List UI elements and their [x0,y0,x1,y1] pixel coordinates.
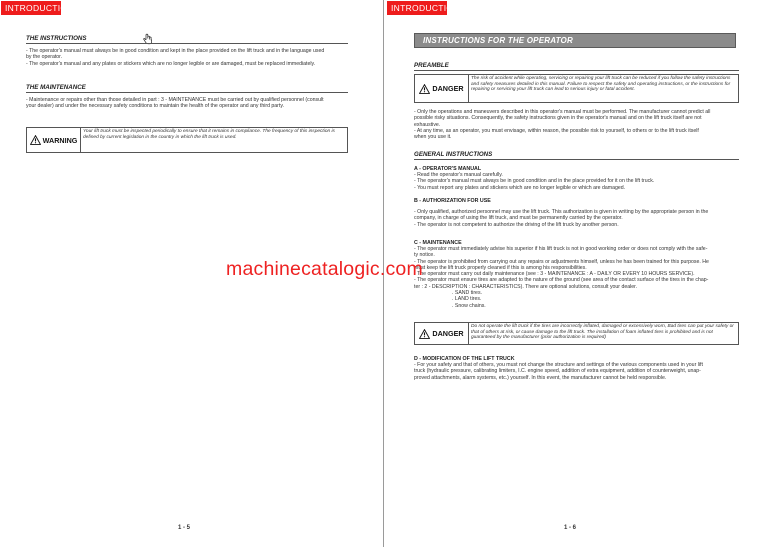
warning-triangle-icon [419,329,430,339]
section-c-line: - The operator must carry out daily maintenance (see : 3 - MAINTENANCE : A - DAILY OR EVERY 10 HOURS SERVICE). [414,271,695,278]
section-c-line: - The operator is prohibited from carrying out any repairs or adjustments himself, unless he has been trained for this purpose. He [414,258,709,265]
section-c-line: - The operator must ensure tires are adapted to the nature of the ground (see area of the contact surface of the tires in the chap- [414,277,709,284]
preamble-line: exhaustive. [414,121,441,128]
preamble-line: possible risky situations. Consequently, the safety instructions given in the operator's manual and on the lift truck itself are not [414,115,702,122]
section-d-line: - For your safety and that of others, you must not change the structure and settings of the various components used in your lift [414,362,703,368]
section-c-line: must keep the lift truck properly cleaned if this is among his responsibilities. [414,264,587,271]
warning-label: WARNING [42,135,78,145]
page-number: 1 - 6 [564,525,577,531]
section-d-title: D - MODIFICATION OF THE LIFT TRUCK [414,356,515,362]
section-a-title: A - OPERATOR'S MANUAL [414,166,482,172]
section-b-title: B - AUTHORIZATION FOR USE [414,198,491,204]
section-tab: INTRODUCTION [1,1,61,15]
maintenance-line: - Maintenance or repairs other than those detailed in part : 3 - MAINTENANCE must be carried out by qualified personnel (consult [26,97,324,103]
tire-option: . Snow chains. [452,302,486,309]
section-b-line: company, in charge of using the lift truck, and must be permanently carried by the operator. [414,215,623,222]
page-header-title: INSTRUCTIONS FOR THE OPERATOR [423,36,573,45]
danger-box [414,322,739,345]
instructions-line: by the operator. [26,54,63,61]
section-b-line: - Only qualified, authorized personnel may use the lift truck. This authorization is given in writing by the appropriate person in the [414,209,709,215]
maintenance-line: your dealer) and under the necessary safety conditions to maintain the health of the operator and any third party. [26,103,284,110]
instructions-title: THE INSTRUCTIONS [26,35,348,44]
page-number: 1 - 5 [178,525,191,531]
danger-text: The risk of accident while operating, servicing or repairing your lift truck can be reduced if you follow the safety instructions and safety measures detailed in this manual. Failure to respect the safety and operating instructions, or the instructions for repairing or servicing your lift truck can lead to serious injury or fatal accident. [471,76,731,93]
warning-box [26,127,348,153]
danger-label: DANGER [432,84,464,93]
warning-triangle-icon [419,84,430,94]
tire-option: . LAND tires. [452,296,482,303]
section-c-line: ty notice. [414,252,435,259]
section-d-line: proved attachments, alarm systems, etc.) yourself. In this event, the manufacturer cannot be held responsible. [414,374,667,381]
section-c-line: - The operator must immediately advise his superior if his lift truck is not in good working order or does not comply with the safe- [414,246,708,252]
right-page [384,0,768,547]
section-b-line: - The operator is not competent to authorize the driving of the lift truck by another person. [414,221,619,228]
preamble-line: - Only the operations and maneuvers described in this operator's manual must be performed. The manufacturer cannot predict all [414,109,711,115]
warning-text: Your lift truck must be inspected periodically to ensure that it remains in compliance. The frequency of this inspection is defined by current legislation in the country in which the lift truck is used. [83,129,335,140]
instructions-line: - The operator's manual and any plates or stickers which are no longer legible or are damaged, must be replaced immediately. [26,60,316,67]
section-d-line: truck (hydraulic pressure, calibrating limiters, I.C. engine speed, addition of extra equipment, addition of counterweight, unap- [414,368,701,375]
general-title: GENERAL INSTRUCTIONS [414,151,739,160]
preamble-title: PREAMBLE [414,62,739,71]
section-a-line: - You must report any plates and stickers which are no longer legible or which are damaged. [414,184,626,191]
watermark: machinecatalogic.com [226,258,423,280]
page-header [414,33,736,48]
section-c-line: ter : 2 - DESCRIPTION : CHARACTERISTICS). There are optional solutions, consult your dealer. [414,283,638,290]
section-a-line: - The operator's manual must always be in good condition and in the place provided for it on the lift truck. [414,178,655,185]
warning-triangle-icon [30,135,41,145]
tire-option: . SAND tires. [452,290,482,297]
instructions-line: - The operator's manual must always be in good condition and kept in the place provided on the lift truck and in the language used [26,48,325,54]
danger-text: Do not operate the lift truck if the tires are incorrectly inflated, damaged or excessively worn, Bad tires can put your safety or that of others at risk, or cause damage to the lift truck. The installation of foam inflated tires is prohibited and is not guaranteed by the manufacturer (prior authorization is required) [471,324,734,341]
section-c-title: C - MAINTENANCE [414,240,462,246]
section-a-line: - Read the operator's manual carefully. [414,172,503,178]
section-tab: INTRODUCTION [387,1,447,15]
preamble-line: when you use it. [414,134,452,141]
maintenance-title: THE MAINTENANCE [26,84,348,93]
danger-box [414,74,739,103]
preamble-line: - At any time, as an operator, you must envisage, within reason, the possible risk to yourself, to others or to the lift truck itself [414,127,699,134]
danger-label: DANGER [432,329,464,338]
